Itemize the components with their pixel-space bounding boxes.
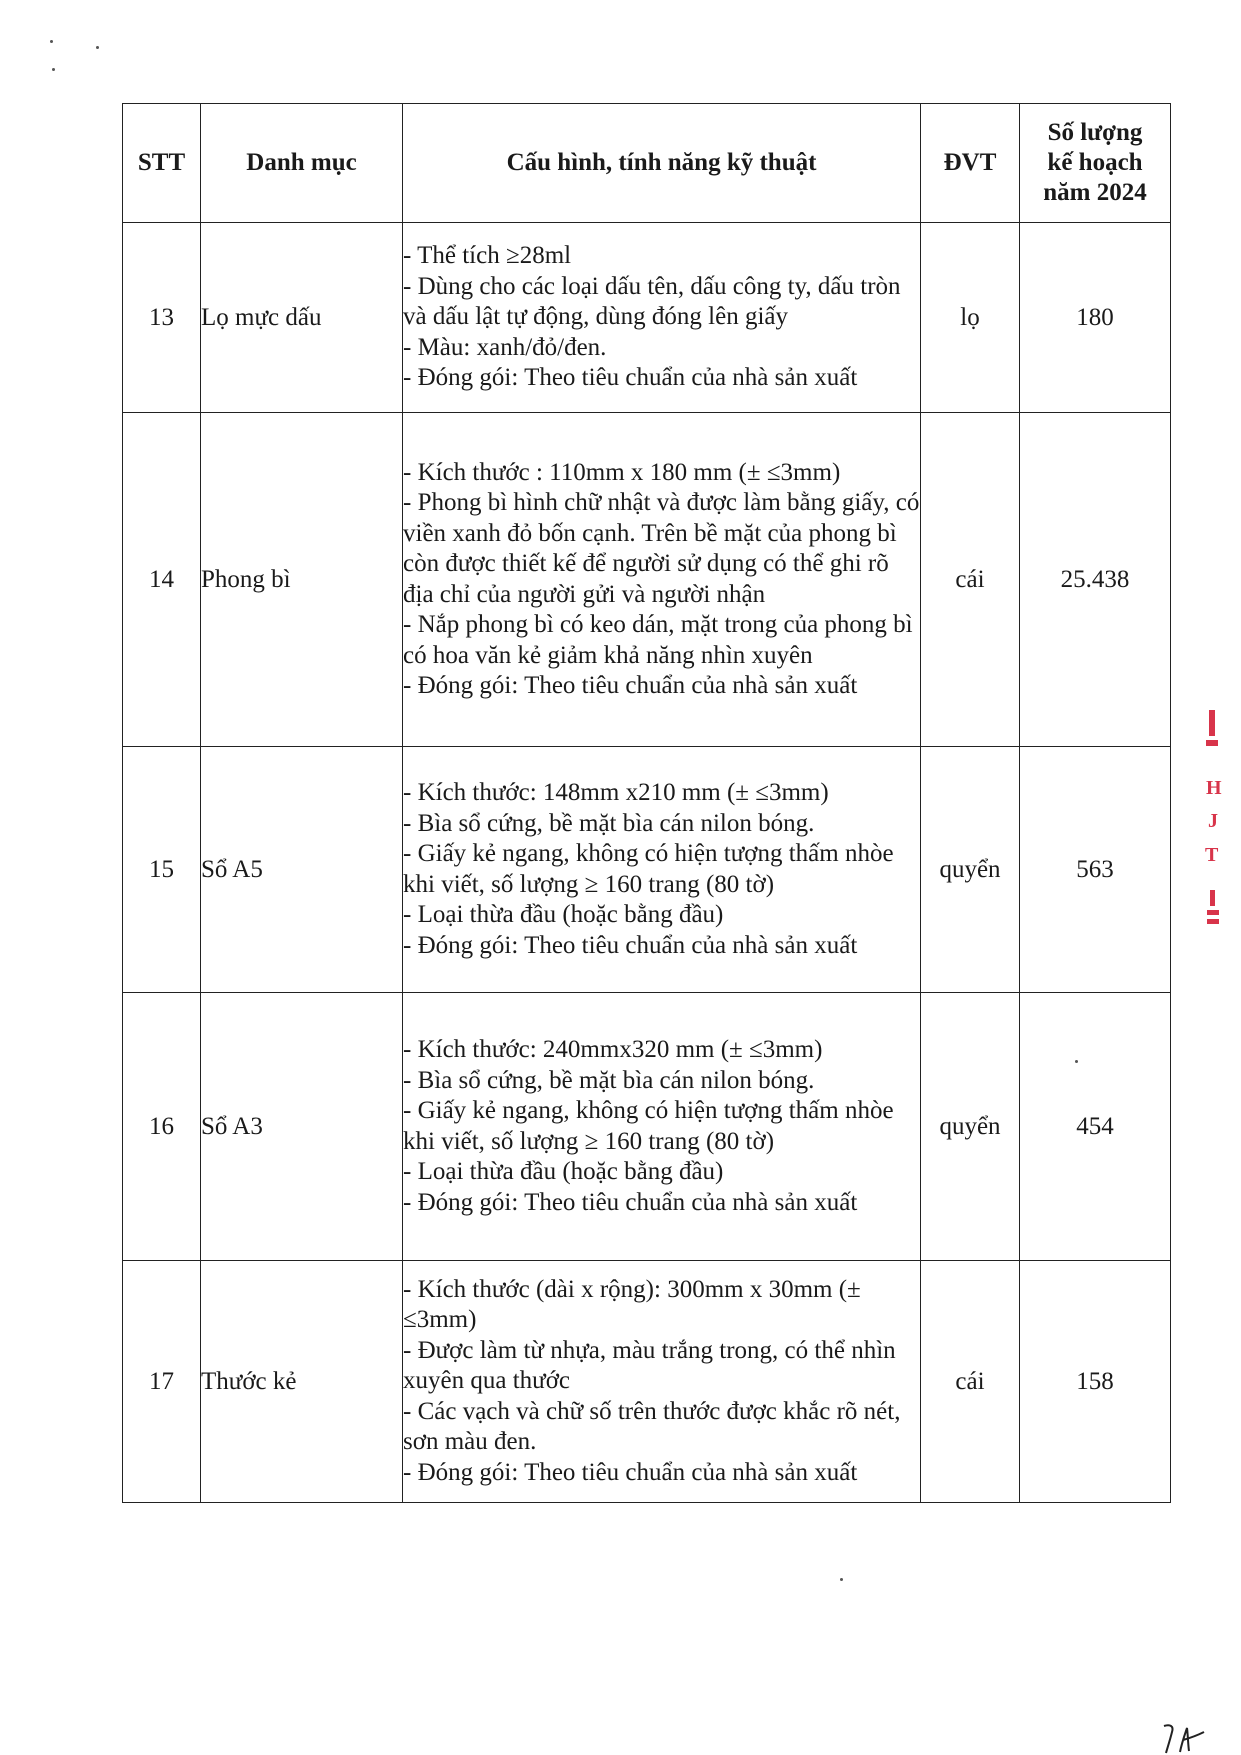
- row-specs: [403, 413, 921, 747]
- spec-line: - Kích thước (dài x rộng): 300mm x 30mm (± ≤3mm): [403, 1275, 861, 1334]
- table-header-row: [123, 104, 1171, 223]
- row-specs: [403, 747, 921, 993]
- stamp-letter: T: [1205, 844, 1219, 866]
- table-row: [123, 223, 1171, 413]
- spec-line: - Được làm từ nhựa, màu trắng trong, có thể nhìn xuyên qua thước: [403, 1336, 896, 1395]
- table-row: [123, 1261, 1171, 1503]
- spec-line: - Bìa sổ cứng, bề mặt bìa cán nilon bóng.: [403, 809, 815, 837]
- spec-line: - Kích thước: 148mm x210 mm (± ≤3mm): [403, 779, 829, 806]
- stamp-letter: J: [1208, 810, 1218, 832]
- row-quantity: 158: [1020, 1261, 1171, 1503]
- row-unit: cái: [921, 1261, 1020, 1503]
- handwritten-initials-icon: [1160, 1722, 1210, 1755]
- row-unit: cái: [921, 413, 1020, 747]
- header-unit: ĐVT: [921, 104, 1020, 223]
- header-quantity-line: năm 2024: [1043, 179, 1147, 206]
- row-name: Phong bì: [201, 413, 403, 747]
- row-specs: [403, 223, 921, 413]
- row-stt: 15: [123, 747, 201, 993]
- row-stt: 13: [123, 223, 201, 413]
- spec-line: - Đóng gói: Theo tiêu chuẩn của nhà sản xuất: [403, 364, 858, 392]
- header-quantity-line: kế hoạch: [1047, 149, 1143, 176]
- row-quantity: 454: [1020, 993, 1171, 1261]
- spec-line: - Đóng gói: Theo tiêu chuẩn của nhà sản xuất: [403, 672, 858, 699]
- row-unit: quyển: [921, 993, 1020, 1261]
- row-quantity: 563: [1020, 747, 1171, 993]
- spec-line: - Bìa sổ cứng, bề mặt bìa cán nilon bóng.: [403, 1066, 815, 1094]
- spec-line: - Đóng gói: Theo tiêu chuẩn của nhà sản xuất: [403, 1188, 858, 1216]
- spec-line: - Phong bì hình chữ nhật và được làm bằng giấy, có viền xanh đỏ bốn cạnh. Trên bề mặt của phong bì còn được thiết kế để người sử dụng có thể ghi rõ địa chỉ của người gửi và người nhận: [403, 489, 920, 608]
- spec-line: - Thể tích ≥28ml: [403, 242, 572, 270]
- row-specs: [403, 993, 921, 1261]
- header-quantity-line: Số lượng: [1047, 119, 1143, 146]
- stamp-letter: H: [1206, 777, 1222, 799]
- row-name: Sổ A3: [201, 993, 403, 1261]
- spec-line: - Các vạch và chữ số trên thước được khắc rõ nét, sơn màu đen.: [403, 1397, 901, 1456]
- row-name: Lọ mực dấu: [201, 223, 403, 413]
- spec-line: - Kích thước: 240mmx320 mm (± ≤3mm): [403, 1036, 823, 1063]
- spec-line: - Loại thừa đầu (hoặc bằng đầu): [403, 901, 724, 928]
- spec-line: - Nắp phong bì có keo dán, mặt trong của phong bì có hoa văn kẻ giảm khả năng nhìn xuyên: [403, 611, 913, 669]
- row-quantity: 25.438: [1020, 413, 1171, 747]
- row-stt: 16: [123, 993, 201, 1261]
- specification-table: [122, 103, 1171, 1503]
- spec-line: - Giấy kẻ ngang, không có hiện tượng thấm nhòe khi viết, số lượng ≥ 160 trang (80 tờ): [403, 1097, 894, 1155]
- row-unit: lọ: [921, 223, 1020, 413]
- table-row: [123, 413, 1171, 747]
- spec-line: - Đóng gói: Theo tiêu chuẩn của nhà sản xuất: [403, 931, 858, 959]
- spec-line: - Dùng cho các loại dấu tên, dấu công ty, dấu tròn và dấu lật tự động, dùng đóng lên giấy: [403, 272, 901, 331]
- spec-line: - Loại thừa đầu (hoặc bằng đầu): [403, 1158, 724, 1185]
- row-quantity: 180: [1020, 223, 1171, 413]
- row-specs: [403, 1261, 921, 1503]
- row-unit: quyển: [921, 747, 1020, 993]
- stamp-bar-icon: [1206, 890, 1220, 930]
- spec-line: - Màu: xanh/đỏ/đen.: [403, 333, 607, 361]
- spec-line: - Đóng gói: Theo tiêu chuẩn của nhà sản xuất: [403, 1458, 858, 1486]
- header-stt: STT: [123, 104, 201, 223]
- spec-line: - Kích thước : 110mm x 180 mm (± ≤3mm): [403, 458, 841, 486]
- stamp-bar-icon: [1206, 710, 1220, 748]
- row-stt: 17: [123, 1261, 201, 1503]
- header-category: Danh mục: [201, 104, 403, 223]
- row-stt: 14: [123, 413, 201, 747]
- row-name: Sổ A5: [201, 747, 403, 993]
- row-name: Thước kẻ: [201, 1261, 403, 1503]
- table-row: [123, 993, 1171, 1261]
- table-row: [123, 747, 1171, 993]
- header-quantity: [1020, 104, 1171, 223]
- header-config: Cấu hình, tính năng kỹ thuật: [403, 104, 921, 223]
- spec-line: - Giấy kẻ ngang, không có hiện tượng thấm nhòe khi viết, số lượng ≥ 160 trang (80 tờ): [403, 840, 894, 898]
